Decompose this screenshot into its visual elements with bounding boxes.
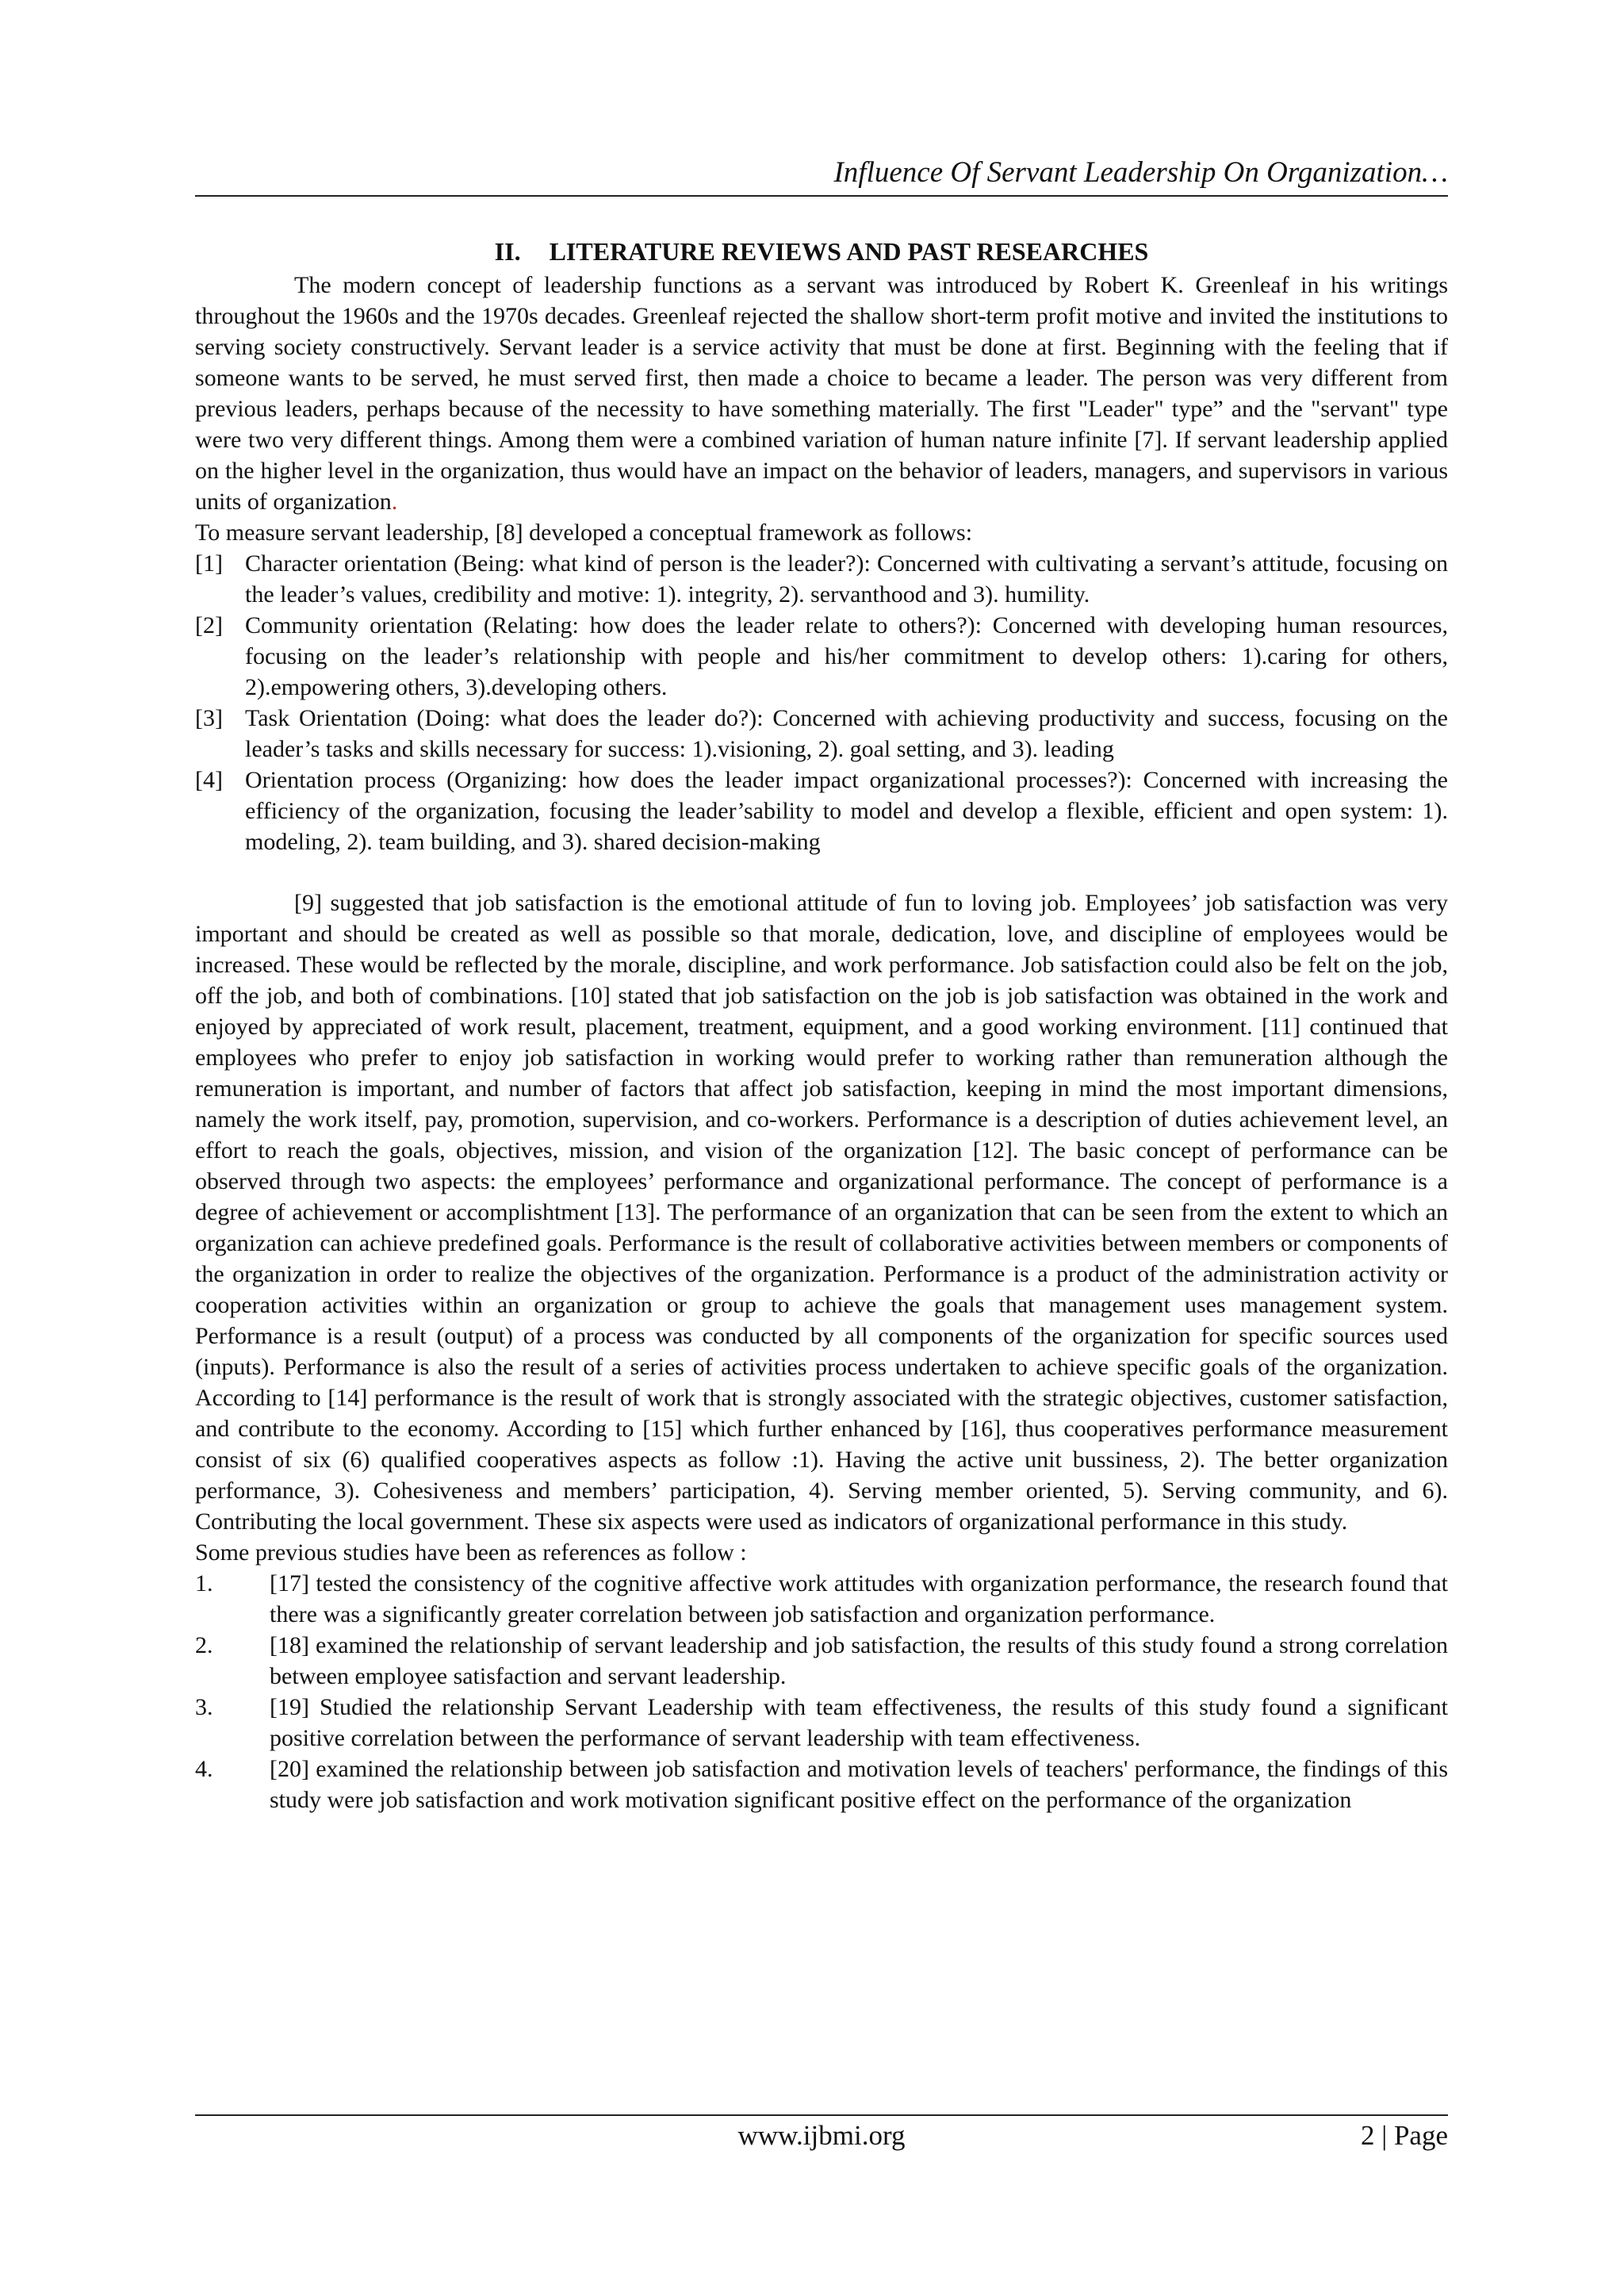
footer-url: www.ijbmi.org bbox=[737, 2120, 906, 2151]
header-rule bbox=[195, 195, 1448, 197]
studies-lead-in: Some previous studies have been as references as follow : bbox=[195, 1539, 747, 1566]
intro-paragraph-period: . bbox=[391, 489, 398, 515]
job-satisfaction-paragraph: [9] suggested that job satisfaction is the emotional attitude of fun to loving job. Employees’ job satisfaction was very important and should be created as well as possible so that morale, dedication, love, and discipline of employees would be increased. These would be reflected by the morale, discipline, and work performance. Job satisfaction could also be felt on the job, off the job, and both of combinations. [10] stated that job satisfaction on the job is job satisfaction was obtained in the work and enjoyed by appreciated of work result, placement, treatment, equipment, and a good working environment. [11] continued that employees who prefer to enjoy job satisfaction in working would prefer to working rather than remuneration although the remuneration is important, and number of factors that affect job satisfaction, keeping in mind the most important dimensions, namely the work itself, pay, promotion, supervision, and co-workers. Performance is a description of duties achievement level, an effort to reach the goals, objectives, mission, and vision of the organization [12]. The basic concept of performance can be observed through two aspects: the employees’ performance and organizational performance. The concept of performance is a degree of achievement or accomplishtment [13]. The performance of an organization that can be seen from the extent to which an organization can achieve predefined goals. Performance is the result of collaborative activities between members or components of the organization in order to realize the objectives of the organization. Performance is a product of the administration activity or cooperation activities within an organization or group to achieve the goals that management uses management system. Performance is a result (output) of a process was conducted by all components of the organization for specific sources used (inputs). Performance is also the result of a series of activities process undertaken to achieve specific goals of the organization. According to [14] performance is the result of work that is strongly associated with the strategic objectives, customer satisfaction, and contribute to the economy. According to [15] which further enhanced by [16], thus cooperatives performance measurement consist of six (6) qualified cooperatives aspects as follow :1). Having the active unit bussiness, 2). The better organization performance, 3). Cohesiveness and members’ participation, 4). Serving member oriented, 5). Serving community, and 6). Contributing the local government. These six aspects were used as indicators of organizational performance in this study. bbox=[195, 890, 1448, 1535]
framework-item-marker: [2] bbox=[195, 612, 223, 638]
footer-rule bbox=[195, 2114, 1448, 2116]
page-content bbox=[195, 235, 1448, 1815]
studies-item-marker: 3. bbox=[195, 1694, 213, 1720]
framework-item-text: Orientation process (Organizing: how does the leader impact organizational processes?): Concerned with increasing the efficiency of the organization, focusing the leader’sability to model and develop a flexible, efficient and open system: 1). modeling, 2). team building, and 3). shared decision-making bbox=[245, 767, 1448, 855]
studies-item-text: [18] examined the relationship of servant leadership and job satisfaction, the results of this study found a strong correlation between employee satisfaction and servant leadership. bbox=[270, 1632, 1448, 1689]
studies-item-1 bbox=[195, 1568, 1448, 1630]
intro-paragraph-text: The modern concept of leadership functions as a servant was introduced by Robert K. Greenleaf in his writings throughout the 1960s and the 1970s decades. Greenleaf rejected the shallow short-term profit motive and invited the institutions to serving society constructively. Servant leader is a service activity that must be done at first. Beginning with the feeling that if someone wants to be served, he must served first, then made a choice to became a leader. The person was very different from previous leaders, perhaps because of the necessity to have something materially. The first "Leader" type” and the "servant" type were two very different things. Among them were a combined variation of human nature infinite [7]. If servant leadership applied on the higher level in the organization, thus would have an impact on the behavior of leaders, managers, and supervisors in various units of organization bbox=[195, 272, 1448, 515]
studies-item-2 bbox=[195, 1630, 1448, 1692]
framework-list bbox=[195, 548, 1448, 857]
section-title: LITERATURE REVIEWS AND PAST RESEARCHES bbox=[549, 237, 1149, 266]
studies-list bbox=[195, 1568, 1448, 1815]
studies-item-text: [19] Studied the relationship Servant Leadership with team effectiveness, the results of this study found a significant positive correlation between the performance of servant leadership with team effectiveness. bbox=[270, 1694, 1448, 1751]
running-header: Influence Of Servant Leadership On Organization… bbox=[833, 156, 1448, 189]
studies-item-marker: 1. bbox=[195, 1570, 213, 1596]
studies-item-4 bbox=[195, 1754, 1448, 1815]
framework-item-4 bbox=[195, 765, 1448, 857]
framework-item-marker: [4] bbox=[195, 767, 223, 793]
framework-item-2 bbox=[195, 610, 1448, 703]
studies-item-text: [17] tested the consistency of the cognitive affective work attitudes with organization performance, the research found that there was a significantly greater correlation between job satisfaction and organization performance. bbox=[270, 1570, 1448, 1627]
framework-item-text: Community orientation (Relating: how does the leader relate to others?): Concerned with developing human resources, focusing on the leader’s relationship with people and his/her commitment to develop others: 1).caring for others, 2).empowering others, 3).developing others. bbox=[245, 612, 1448, 700]
framework-lead-in: To measure servant leadership, [8] developed a conceptual framework as follows: bbox=[195, 519, 973, 546]
studies-item-text: [20] examined the relationship between job satisfaction and motivation levels of teachers' performance, the findings of this study were job satisfaction and work motivation significant positive effect on the performance of the organization bbox=[270, 1756, 1448, 1813]
studies-item-marker: 4. bbox=[195, 1756, 213, 1782]
intro-paragraph bbox=[195, 270, 1448, 517]
paragraph-spacer bbox=[195, 857, 1448, 887]
framework-item-text: Character orientation (Being: what kind of person is the leader?): Concerned with cultivating a servant’s attitude, focusing on the leader’s values, credibility and motive: 1). integrity, 2). servanthood and 3). humility. bbox=[245, 550, 1448, 608]
framework-item-3 bbox=[195, 703, 1448, 765]
section-heading bbox=[195, 235, 1448, 268]
section-number: II. bbox=[494, 237, 521, 266]
studies-item-marker: 2. bbox=[195, 1632, 213, 1658]
page-number: 2 | Page bbox=[1360, 2120, 1448, 2151]
framework-item-marker: [3] bbox=[195, 705, 223, 731]
studies-item-3 bbox=[195, 1692, 1448, 1754]
framework-item-text: Task Orientation (Doing: what does the leader do?): Concerned with achieving productivity and success, focusing on the leader’s tasks and skills necessary for success: 1).visioning, 2). goal setting, and 3). leading bbox=[245, 705, 1448, 762]
framework-item-marker: [1] bbox=[195, 550, 223, 577]
framework-item-1 bbox=[195, 548, 1448, 610]
